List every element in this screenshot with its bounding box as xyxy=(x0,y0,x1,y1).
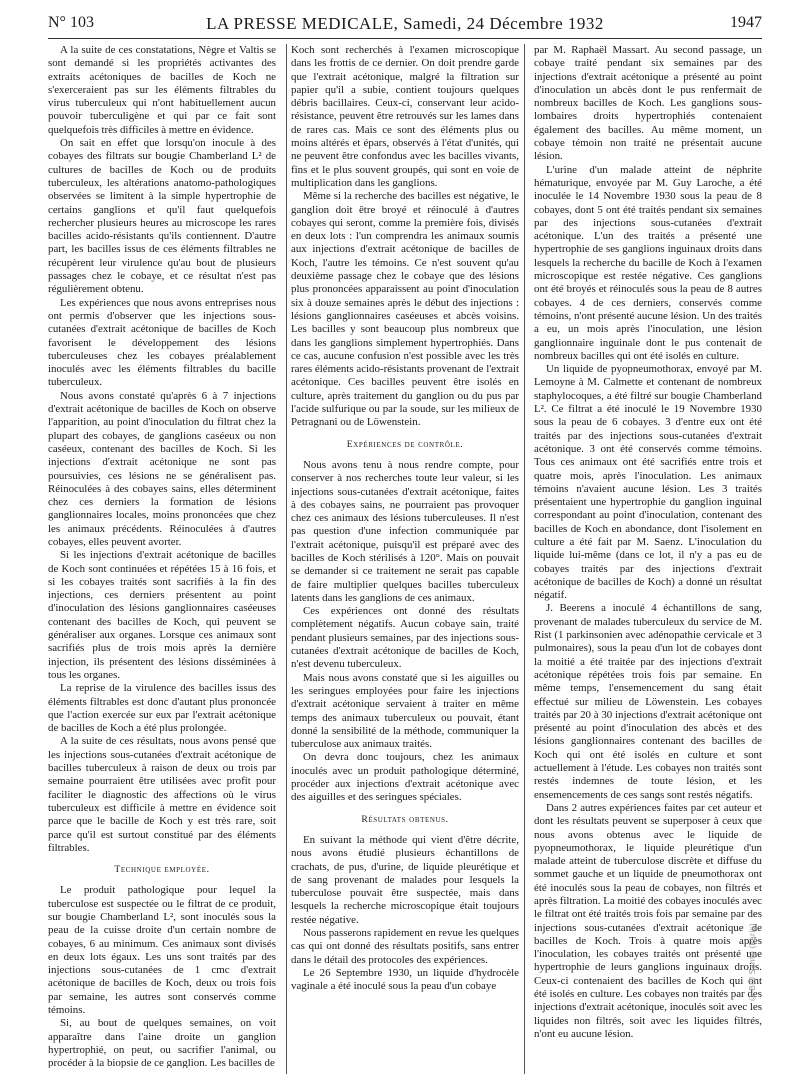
paragraph: On sait en effet que lorsqu'on inocule à des cobayes des filtrats sur bougie Chamberland L² de cultures de bacilles de Koch ou de produits tuberculeux, les altérations anatomo-pathologiques observées se limitent à la simple hypertrophie de certains ganglions et qu'il faut quelquefois rechercher plusieurs heures au microscope les rares bacilles acido-résistants qu'ils contiennent. D'autre part, les bacilles issus de ces éléments filtrables ne récupèrent leur virulence qu'au bout de plusieurs passages chez le cobaye, et ce résultat n'est pas régulièrement obtenu. xyxy=(48,137,276,296)
issue-number: N° 103 xyxy=(48,14,94,31)
paragraph: Koch sont recherchés à l'examen microscopique dans les frottis de ce dernier. On doit prendre garde que l'extrait acétonique, malgré la filtration sur papier qu'il a subie, contient toujours quelques débris bacillaires. Ceux-ci, conservant leur acido-résistance, peuvent être retrouvés sur les lames dans de rares cas. Mais ce sont des éléments plus ou moins altérés et épars, observés à l'état d'unités, qui ne peuvent être confondus avec les bacilles vivants, fins et le plus souvent groupés, qui sont en voie de multiplication dans les ganglions. xyxy=(291,44,519,189)
journal-title: LA PRESSE MEDICALE xyxy=(206,14,394,33)
paragraph: Le produit pathologique pour lequel la tuberculose est suspectée ou le filtrat de ce produit, sur bougie Chamberland L², sont inoculés sous la peau de la cuisse droite d'un certain nombre de cobayes, 6 au minimum. Ces animaux sont divisés en deux lots égaux. Les uns sont traités par des injections sous-cutanées de 1 cmc d'extrait acétonique de bacilles de Koch, deux ou trois fois par semaine, les autres sont conservés comme témoins. xyxy=(48,884,276,1017)
column-3 xyxy=(534,44,762,1068)
paragraph: A la suite de ces résultats, nous avons pensé que les injections sous-cutanées d'extrait acétonique de bacilles tuberculeux à raison de deux ou trois par semaine pourraient être utilisées avec profit pour faciliter le diagnostic des affections où le virus tuberculeux est difficile à mettre en évidence soit parce que le bacille de Koch y est très rare, soit parce qu'il est surtout constitué par des éléments filtrables. xyxy=(48,735,276,854)
paragraph: J. Beerens a inoculé 4 échantillons de sang, provenant de malades tuberculeux du service de M. Rist (1 parkinsonien avec adénopathie cervicale et 3 pulmonaires), sous la peau d'un lot de cobayes dont la moitié a été traitée par des injections d'extrait acétonique répétées trois fois par semaine. En même temps, l'ensemencement du sang était effectué sur milieu de Löwenstein. Les cobayes traités par 20 à 30 injections d'extrait acétonique ont présenté au point d'inoculation des abcès et des lésions ganglionnaires contenant des bacilles de Koch qui ont été isolés en culture et sont actuellement à l'étude. Les cobayes non traités sont restés indemnes de toute lésion, et les ensemencements de ces sangs sont restés négatifs. xyxy=(534,602,762,801)
section-heading: Résultats obtenus. xyxy=(361,813,449,825)
paragraph: par M. Raphaël Massart. Au second passage, un cobaye traité pendant six semaines par des injections d'extrait acétonique a présenté au point d'inoculation un abcès dont le pus renfermait de nombreux bacilles de Koch. Les ganglions sous-lombaires droits hypertrophiés contenaient également des bacilles. Au même moment, un cobaye témoin non traité ne présentait aucune lésion. xyxy=(534,44,762,163)
library-stamp: © BIU Santé (Paris) xyxy=(748,923,757,1002)
paragraph: Le 26 Septembre 1930, un liquide d'hydrocèle vaginale a été inoculé sous la peau d'un cobaye xyxy=(291,966,519,993)
page-number: 1947 xyxy=(730,14,762,31)
paragraph: Même si la recherche des bacilles est négative, le ganglion doit être broyé et réinoculé à d'autres cobayes qui seront, comme la première fois, divisés en deux lots : l'un comprendra les animaux soumis aux injections d'extrait acétonique de bacilles de Koch, l'autre les témoins. Ce n'est souvent qu'au deuxième passage chez le cobaye que des lésions plus prononcées apparaissent au point d'inoculation six à douze semaines après le début des injections : lésions ganglionnaires caséeuses et abcès voisins. Les bacilles y sont beaucoup plus nombreux que dans les ganglions simplement hypertrophiés. Dans ce cas, aucune confusion n'est possible avec les très rares éléments acido-résistants provenant de l'extrait acétonique. Ces bacilles peuvent être isolés en culture, après traitement du ganglion ou du pus par l'acide sulfurique ou par la soude, sur les milieux de Petragnani ou de Löwenstein. xyxy=(291,190,519,429)
issue-date: , Samedi, 24 Décembre 1932 xyxy=(393,14,604,33)
paragraph: Mais nous avons constaté que si les aiguilles ou les seringues employées pour faire les injections d'extrait acétonique servaient à traiter en même temps des animaux tuberculeux ou pouvait, étant donné la sensibilité de la méthode, communiquer la tuberculose aux animaux traités. xyxy=(291,671,519,751)
paragraph: Nous passerons rapidement en revue les quelques cas qui ont donné des résultats positifs, sans entrer dans le détail des protocoles des expériences. xyxy=(291,927,519,966)
paragraph: A la suite de ces constatations, Nègre et Valtis se sont demandé si les propriétés activantes des extraits acétoniques de bacilles de Koch ne s'exerceraient pas sur les éléments filtrables du virus tuberculeux qui n'ont habituellement aucun pouvoir tuberculigène et qui par ce fait sont quelquefois très difficiles à mettre en évidence. xyxy=(48,44,276,136)
paragraph: Nous avons tenu à nous rendre compte, pour conserver à nos recherches toute leur valeur, si les injections sous-cutanées d'extrait acétonique, faites à des cobayes sains, ne pourraient pas provoquer chez ces animaux des lésions tuberculeuses. Il n'est pas question d'une infection communiquée par l'extrait acétonique, puisqu'il est préparé avec des bacilles de Koch stérilisés à 120°. Mais on pouvait se demander si ce traitement ne serait pas capable de faire multiplier quelques bacilles tuberculeux latents dans les ganglions de ces animaux. xyxy=(291,458,519,604)
text-columns xyxy=(48,44,762,1068)
paragraph: Nous avons constaté qu'après 6 à 7 injections d'extrait acétonique de bacilles de Koch on observe l'apparition, au point d'inoculation du filtrat chez la plupart des cobayes, de ganglions caséeux ou non caséeux, contenant des bacilles de Koch. Si les injections d'extrait acétonique ne sont pas poursuivies, ces lésions ne se généralisent pas. Réinoculées à des cobayes sains, elles déterminent chez ces derniers la formation de lésions ganglionnaires locales, moins prononcées que chez les animaux précédents. Réinoculées à d'autres cobayes, elles peuvent avorter. xyxy=(48,389,276,548)
paragraph: Dans 2 autres expériences faites par cet auteur et dont les résultats peuvent se superposer à ceux que nous avons obtenus avec le liquide de pyopneumothorax, le liquide pleurétique d'un malade atteint de tuberculose discrète et diffuse du sommet gauche et un liquide de pneumothorax ont été inoculés sous la peau de cobayes, non filtrés et après filtration. La moitié des cobayes inoculés avec le filtrat ont été traités trois fois par semaine par des injections sous-cutanées d'extrait acétonique de bacilles de Koch. Trois à quatre mois après l'inoculation, les cobayes traités ont présenté une hypertrophie de leurs ganglions inguinaux droits. Ceux-ci contenaient des bacilles de Koch qui ont été isolés en culture. Les cobayes non traités par des injections d'extrait acétonique, inoculés soit avec les liquides non filtrés, soit avec les liquides filtrés, n'ont eu aucune lésion. xyxy=(534,801,762,1040)
running-header xyxy=(48,14,762,39)
paragraph: L'urine d'un malade atteint de néphrite hématurique, envoyée par M. Guy Laroche, a été inoculée le 14 Novembre 1930 sous la peau de 8 cobayes, dont 5 ont été traités pendant six semaines par des injections sous-cutanées d'extrait acétonique. L'un des traités a présenté une hypertrophie de ses ganglions inguinaux droits dans lesquels la recherche du bacille de Koch à l'examen microscopique est restée négative. Ces ganglions ont été broyés et réinoculés sous la peau de 8 autres cobayes. 4 de ces derniers, conservés comme témoins, n'ont présenté aucune lésion. Un des traités a eu, un mois après l'inoculation, une lésion ganglionnaire inguinale dont le pus contenait de nombreux bacilles qui ont été isolés en culture. xyxy=(534,163,762,362)
paragraph: On devra donc toujours, chez les animaux inoculés avec un produit pathologique déterminé, procéder aux injections d'extrait acétonique avec des aiguilles et des seringues spéciales. xyxy=(291,751,519,804)
paragraph: La reprise de la virulence des bacilles issus des éléments filtrables est donc d'autant plus prononcée que l'action exercée sur eux par l'extrait acétonique de bacilles de Koch a été plus prolongée. xyxy=(48,682,276,735)
journal-title-line xyxy=(48,14,762,34)
section-heading: Expériences de contrôle. xyxy=(346,438,464,450)
paragraph: Si les injections d'extrait acétonique de bacilles de Koch sont continuées et répétées 15 à 16 fois, et si les cobayes traités sont sacrifiés à la fin des injections, ces derniers présentent au point d'inoculation des lésions ganglionnaires caséeuses contenant des bacilles de Koch, qui peuvent se généraliser aux organes. Lorsque ces animaux sont sacrifiés plus de trois mois après la dernière injection, ils présentent des lésions disséminées à tous les organes. xyxy=(48,549,276,681)
column-1 xyxy=(48,44,276,1068)
paragraph: En suivant la méthode qui vient d'être décrite, nous avons étudié plusieurs échantillons de crachats, de pus, d'urine, de liquide pleurétique et de sang provenant de malades pour lesquels la tuberculose pouvait être suspectée, mais dans lesquels la recherche microscopique était toujours restée négative. xyxy=(291,833,519,926)
paragraph: Si, au bout de quelques semaines, on voit apparaître dans l'aine droite un ganglion hypertrophié, on peut, ou sacrifier l'animal, ou procéder à la biopsie de ce ganglion. Les bacilles de xyxy=(48,1017,276,1068)
column-2 xyxy=(291,44,519,1068)
paragraph: Les expériences que nous avons entreprises nous ont permis d'observer que les injections sous-cutanées d'extrait acétonique de bacilles de Koch favorisent le développement des lésions tuberculeuses chez les cobayes préalablement inoculés avec les éléments filtrables du bacille tuberculeux. xyxy=(48,296,276,389)
section-heading: Technique employée. xyxy=(114,864,210,876)
paragraph: Ces expériences ont donné des résultats complètement négatifs. Aucun cobaye sain, traité pendant plusieurs semaines, par des injections sous-cutanées d'extrait acétonique de bacilles de Koch, n'est devenu tuberculeux. xyxy=(291,605,519,671)
paragraph: Un liquide de pyopneumothorax, envoyé par M. Lemoyne à M. Calmette et contenant de nombreux staphylocoques, a été filtré sur bougie Chamberland L². Ce filtrat a été inoculé le 19 Novembre 1930 sous la peau de 6 cobayes. 3 d'entre eux ont été traités par des injections sous-cutanées d'extrait acétonique. 3 ont été conservés comme témoins. Tous ces animaux ont été sacrifiés entre trois et quatre mois, après l'inoculation. Les animaux témoins n'avaient aucune lésion. Les 3 traités présentaient une hypertrophie du ganglion inguinal correspondant au point d'inoculation, contenant des bacilles de Koch en abondance, dont l'isolement en culture a été fait par M. Saenz. L'inoculation du liquide lui-même (dans ce lot, il n'y a pas eu de cobayes traités par des injections d'extrait acétonique de bacilles de Koch) a donné un résultat négatif. xyxy=(534,363,762,602)
